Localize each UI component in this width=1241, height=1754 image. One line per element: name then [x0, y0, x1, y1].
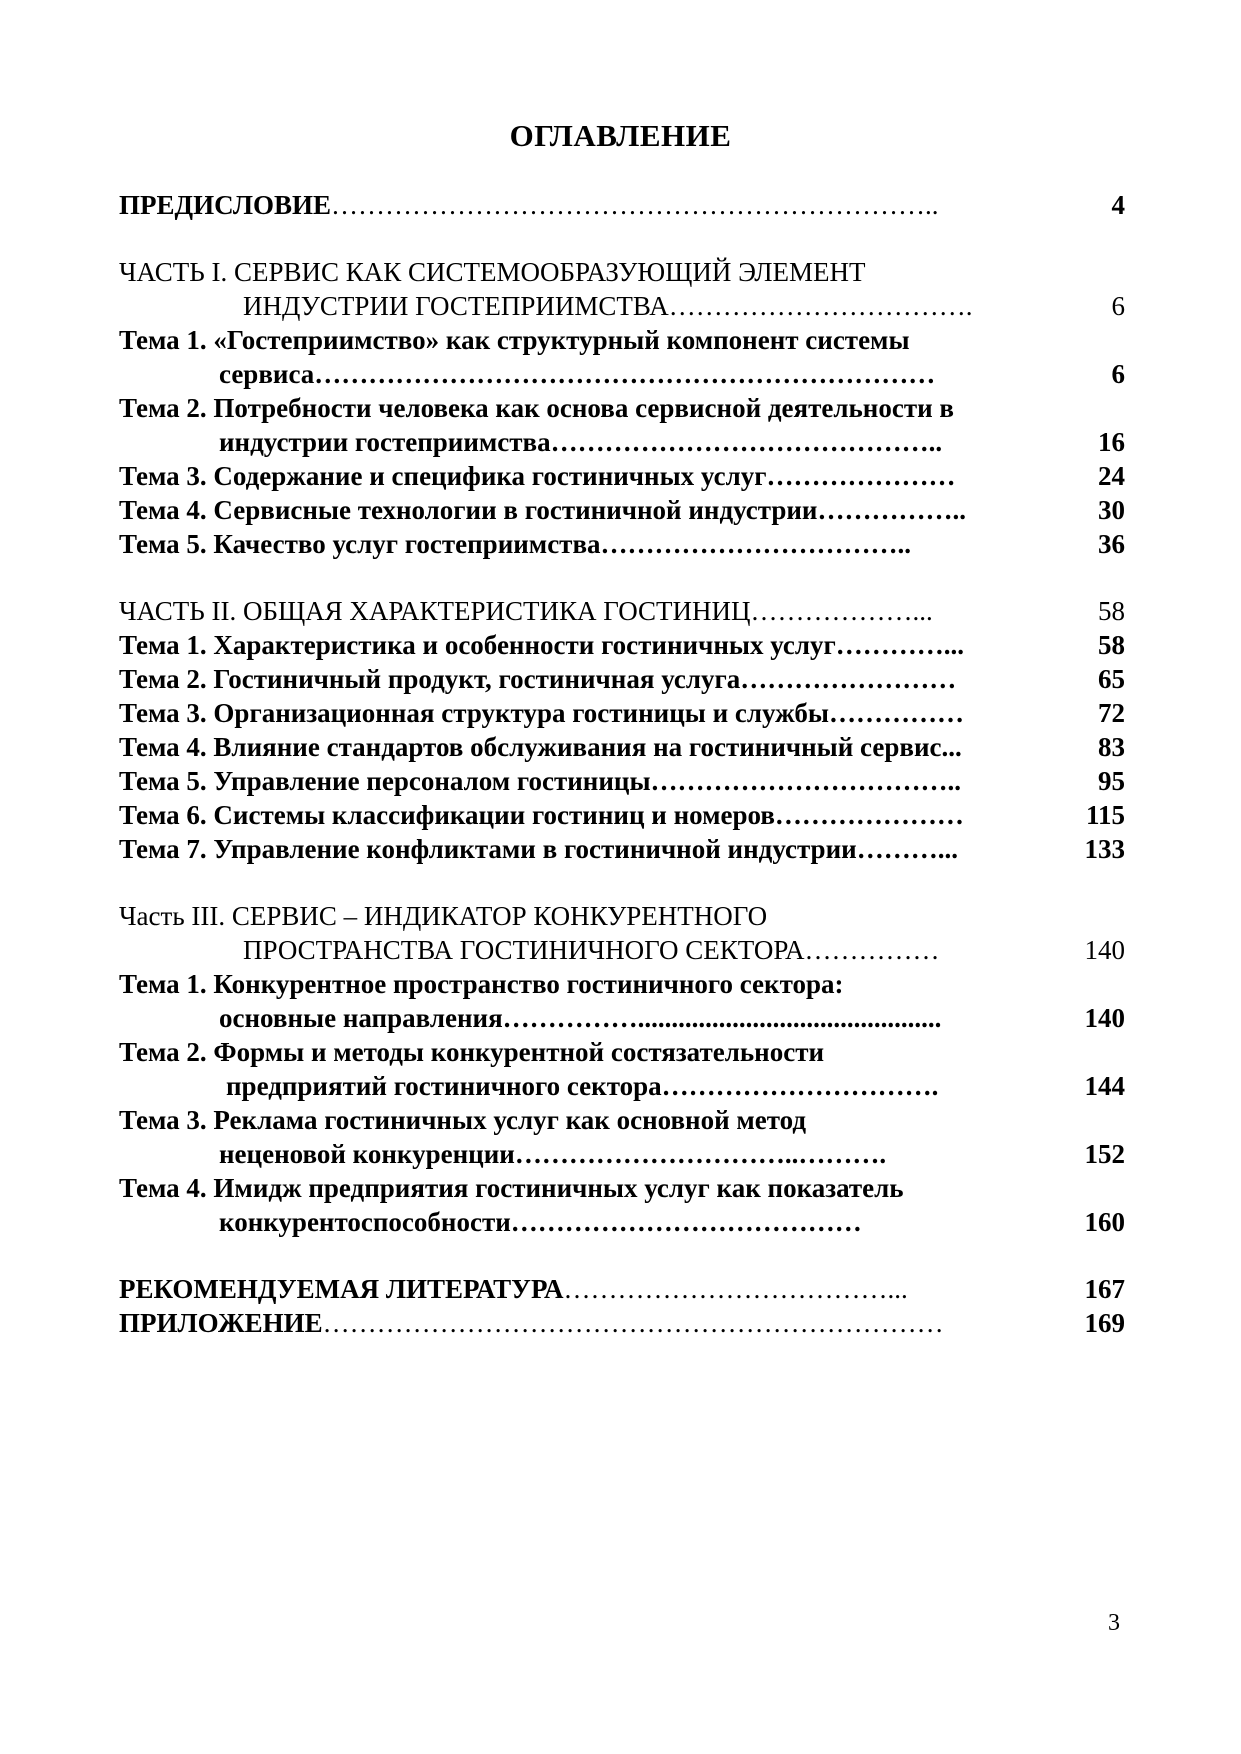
- toc-entry-literature[interactable]: РЕКОМЕНДУЕМАЯ ЛИТЕРАТУРА………………………………...: [119, 1274, 908, 1304]
- toc-entry-cont[interactable]: сервиса……………………………………………………………: [219, 359, 936, 389]
- toc-entry[interactable]: Тема 4. Влияние стандартов обслуживания на гостиничный сервис...: [119, 732, 962, 762]
- toc-page-number: 4: [1111, 190, 1125, 220]
- toc-entry-cont[interactable]: неценовой конкуренции…………………………..……….: [219, 1139, 887, 1169]
- toc-page-number: 140: [1084, 1003, 1125, 1033]
- toc-entry[interactable]: Тема 2. Потребности человека как основа сервисной деятельности в: [119, 393, 954, 423]
- toc-page-number: 6: [1111, 359, 1125, 389]
- toc-entry-cont[interactable]: индустрии гостеприимства……………………………………..: [219, 427, 943, 457]
- toc-entry[interactable]: Тема 2. Гостиничный продукт, гостиничная услуга……………………: [119, 664, 957, 694]
- toc-page-number: 115: [1085, 800, 1125, 830]
- toc-entry-cont[interactable]: конкурентоспособности…………………………………: [219, 1207, 862, 1237]
- toc-page-number: 58: [1098, 630, 1125, 660]
- toc-entry-cont[interactable]: предприятий гостиничного сектора………………………….: [226, 1071, 939, 1101]
- toc-entry[interactable]: Тема 1. «Гостеприимство» как структурный компонент системы: [119, 325, 910, 355]
- toc-page-number: 95: [1098, 766, 1125, 796]
- toc-page-number: 72: [1098, 698, 1125, 728]
- toc-page-number: 24: [1098, 461, 1125, 491]
- toc-entry[interactable]: Тема 4. Сервисные технологии в гостиничной индустрии……………..: [119, 495, 966, 525]
- toc-page-number: 160: [1084, 1207, 1125, 1237]
- toc-entry[interactable]: Тема 4. Имидж предприятия гостиничных услуг как показатель: [119, 1173, 904, 1203]
- toc-page-number: 30: [1098, 495, 1125, 525]
- toc-part-heading[interactable]: Часть III. СЕРВИС – ИНДИКАТОР КОНКУРЕНТНОГО: [119, 901, 768, 931]
- toc-entry[interactable]: Тема 3. Организационная структура гостиницы и службы……………: [119, 698, 964, 728]
- toc-page-number: 6: [1111, 291, 1125, 321]
- toc-entry[interactable]: Тема 5. Управление персоналом гостиницы……………………………..: [119, 766, 962, 796]
- toc-page-number: 16: [1098, 427, 1125, 457]
- toc-entry[interactable]: Тема 7. Управление конфликтами в гостиничной индустрии………...: [119, 834, 958, 864]
- toc-entry-appendix[interactable]: ПРИЛОЖЕНИЕ……………………………………………………………: [119, 1308, 944, 1338]
- toc-entry[interactable]: Тема 1. Характеристика и особенности гостиничных услуг…………...: [119, 630, 965, 660]
- toc-entry[interactable]: Тема 6. Системы классификации гостиниц и номеров…………………: [119, 800, 964, 830]
- toc-entry[interactable]: Тема 2. Формы и методы конкурентной состязательности: [119, 1037, 825, 1067]
- toc-page-number: 152: [1084, 1139, 1125, 1169]
- toc-part-heading-cont[interactable]: ПРОСТРАНСТВА ГОСТИНИЧНОГО СЕКТОРА……………: [243, 935, 940, 965]
- toc-page-number: 144: [1084, 1071, 1125, 1101]
- toc-entry[interactable]: Тема 3. Реклама гостиничных услуг как основной метод: [119, 1105, 807, 1135]
- toc-page-number: 169: [1084, 1308, 1125, 1338]
- toc-entry-cont[interactable]: основные направления…………….............................................: [219, 1003, 942, 1033]
- toc-page-number: 83: [1098, 732, 1125, 762]
- toc-entry-preface[interactable]: ПРЕДИСЛОВИЕ…………………………………………………………..: [119, 190, 939, 220]
- toc-part-heading[interactable]: ЧАСТЬ I. СЕРВИС КАК СИСТЕМООБРАЗУЮЩИЙ ЭЛЕМЕНТ: [119, 257, 866, 287]
- toc-entry[interactable]: Тема 3. Содержание и специфика гостиничных услуг…………………: [119, 461, 956, 491]
- toc-page-number: 133: [1084, 834, 1125, 864]
- toc-page-number: 58: [1098, 596, 1125, 626]
- toc-page-number: 167: [1084, 1274, 1125, 1304]
- page-title: ОГЛАВЛЕНИЕ: [509, 118, 732, 153]
- page-number: 3: [1108, 1610, 1120, 1636]
- toc-part-heading-cont[interactable]: ИНДУСТРИИ ГОСТЕПРИИМСТВА…………………………….: [243, 291, 973, 321]
- toc-page-number: 36: [1098, 529, 1125, 559]
- toc-part-heading[interactable]: ЧАСТЬ II. ОБЩАЯ ХАРАКТЕРИСТИКА ГОСТИНИЦ………………...: [119, 596, 933, 626]
- toc-entry[interactable]: Тема 1. Конкурентное пространство гостиничного сектора:: [119, 969, 844, 999]
- toc-page-number: 65: [1098, 664, 1125, 694]
- toc-entry[interactable]: Тема 5. Качество услуг гостеприимства……………………………..: [119, 529, 912, 559]
- toc-page-number: 140: [1084, 935, 1125, 965]
